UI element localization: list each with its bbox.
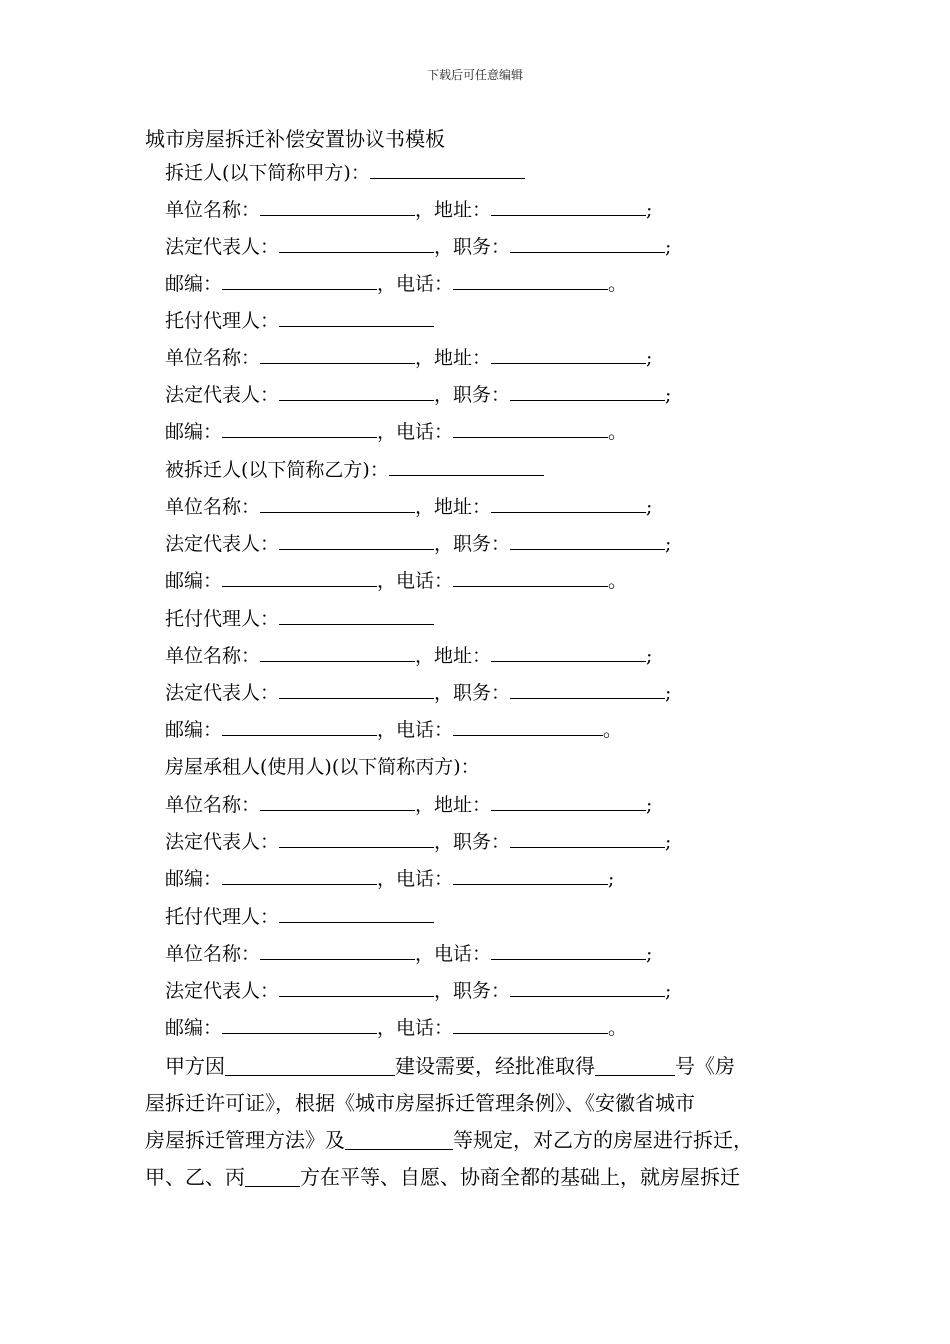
blank-field[interactable] xyxy=(491,343,646,364)
agent-line: 托付代理人： xyxy=(165,306,434,336)
blank-field[interactable] xyxy=(453,417,608,438)
blank-field[interactable] xyxy=(260,195,415,216)
blank-field[interactable] xyxy=(222,417,377,438)
blank-field[interactable] xyxy=(279,976,434,997)
blank-field[interactable] xyxy=(225,1055,395,1076)
blank-field[interactable] xyxy=(345,1129,453,1150)
blank-field[interactable] xyxy=(222,269,377,290)
blank-field[interactable] xyxy=(491,195,646,216)
blank-field[interactable] xyxy=(222,864,377,885)
header-note: 下载后可任意编辑 xyxy=(426,68,523,82)
body-paragraph xyxy=(145,1048,810,1196)
blank-field[interactable] xyxy=(222,1013,377,1034)
legal-rep-line: 法定代表人： ，职务： ; xyxy=(165,380,671,410)
paragraph-line: 甲方因 建设需要，经批准取得 号《房 xyxy=(165,1054,735,1078)
blank-field[interactable] xyxy=(245,1166,300,1187)
blank-field[interactable] xyxy=(510,678,665,699)
blank-field[interactable] xyxy=(453,1013,608,1034)
blank-field[interactable] xyxy=(389,455,544,476)
postcode-phone-line: 邮编： ，电话： 。 xyxy=(165,1013,627,1043)
blank-field[interactable] xyxy=(510,976,665,997)
blank-field[interactable] xyxy=(260,492,415,513)
legal-rep-line: 法定代表人： ，职务： ; xyxy=(165,976,671,1006)
paragraph-line: 甲、乙、丙 方在平等、自愿、协商全都的基础上，就房屋拆迁 xyxy=(145,1165,740,1189)
blank-field[interactable] xyxy=(510,529,665,550)
blank-field[interactable] xyxy=(595,1055,675,1076)
blank-field[interactable] xyxy=(222,715,377,736)
unit-phone-line: 单位名称： ，电话： ; xyxy=(165,939,652,969)
blank-field[interactable] xyxy=(279,604,434,625)
legal-rep-line: 法定代表人： ，职务： ; xyxy=(165,232,671,262)
postcode-phone-line: 邮编： ，电话： 。 xyxy=(165,417,627,447)
agent-line: 托付代理人： xyxy=(165,604,434,634)
unit-address-line: 单位名称： ，地址： ; xyxy=(165,641,652,671)
unit-address-line: 单位名称： ，地址： ; xyxy=(165,343,652,373)
blank-field[interactable] xyxy=(222,566,377,587)
blank-field[interactable] xyxy=(279,678,434,699)
legal-rep-line: 法定代表人： ，职务： ; xyxy=(165,529,671,559)
blank-field[interactable] xyxy=(260,939,415,960)
blank-field[interactable] xyxy=(453,269,608,290)
blank-field[interactable] xyxy=(491,641,646,662)
unit-address-line: 单位名称： ，地址： ; xyxy=(165,195,652,225)
blank-field[interactable] xyxy=(279,529,434,550)
paragraph-line: 屋拆迁许可证》，根据《城市房屋拆迁管理条例》、《安徽省城市 xyxy=(145,1091,695,1115)
party-b-line: 被拆迁人(以下简称乙方)： xyxy=(165,455,544,485)
postcode-phone-line: 邮编： ，电话： 。 xyxy=(165,566,627,596)
party-c-line: 房屋承租人(使用人)(以下简称丙方)： xyxy=(165,756,480,778)
legal-rep-line: 法定代表人： ，职务： ; xyxy=(165,678,671,708)
blank-field[interactable] xyxy=(279,380,434,401)
document-title: 城市房屋拆迁补偿安置协议书模板 xyxy=(145,127,445,151)
legal-rep-line: 法定代表人： ，职务： ; xyxy=(165,827,671,857)
postcode-phone-line: 邮编： ，电话： ; xyxy=(165,864,614,894)
blank-field[interactable] xyxy=(510,827,665,848)
blank-field[interactable] xyxy=(279,902,434,923)
postcode-phone-line: 邮编： ，电话： 。 xyxy=(165,269,627,299)
blank-field[interactable] xyxy=(491,492,646,513)
blank-field[interactable] xyxy=(279,827,434,848)
blank-field[interactable] xyxy=(453,864,608,885)
postcode-phone-line: 邮编： ，电话： 。 xyxy=(165,715,622,745)
blank-field[interactable] xyxy=(260,790,415,811)
blank-field[interactable] xyxy=(510,232,665,253)
blank-field[interactable] xyxy=(279,232,434,253)
blank-field[interactable] xyxy=(510,380,665,401)
blank-field[interactable] xyxy=(491,790,646,811)
blank-field[interactable] xyxy=(279,306,434,327)
blank-field[interactable] xyxy=(453,715,603,736)
party-a-line: 拆迁人(以下简称甲方)： xyxy=(165,158,525,188)
agent-line: 托付代理人： xyxy=(165,902,434,932)
blank-field[interactable] xyxy=(491,939,646,960)
blank-field[interactable] xyxy=(453,566,608,587)
unit-address-line: 单位名称： ，地址： ; xyxy=(165,492,652,522)
blank-field[interactable] xyxy=(260,343,415,364)
unit-address-line: 单位名称： ，地址： ; xyxy=(165,790,652,820)
blank-field[interactable] xyxy=(370,158,525,179)
blank-field[interactable] xyxy=(260,641,415,662)
paragraph-line: 房屋拆迁管理方法》及 等规定，对乙方的房屋进行拆迁， xyxy=(145,1128,753,1152)
